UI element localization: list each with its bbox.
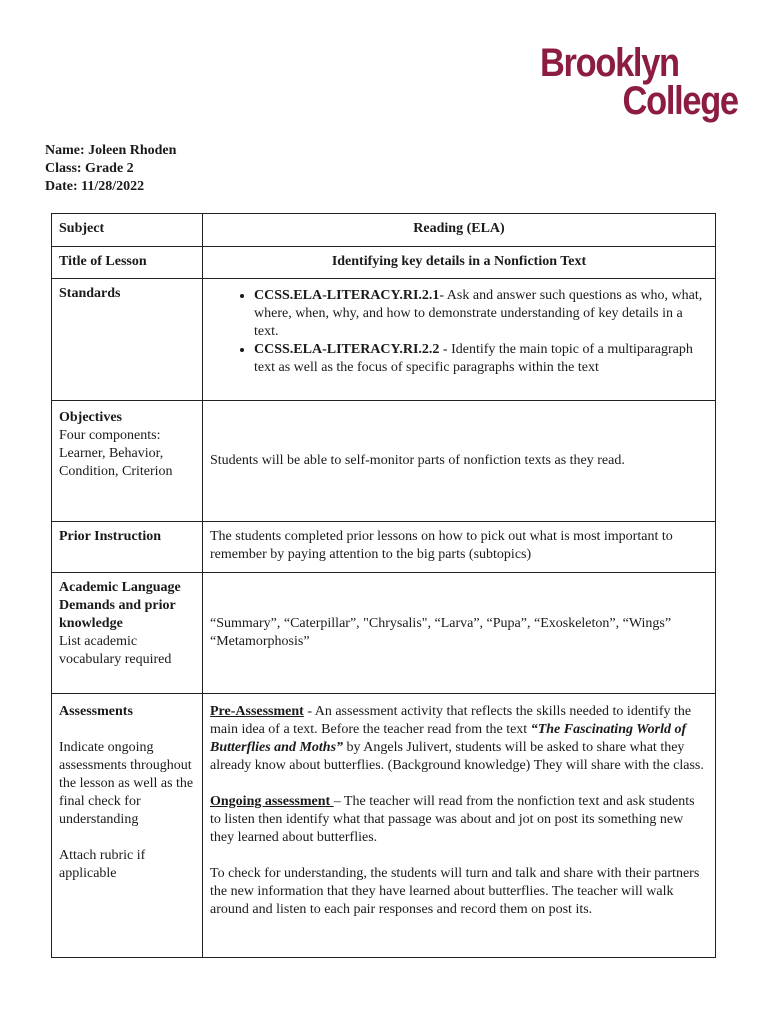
academic-sub: List academic vocabulary required: [59, 634, 172, 667]
row-assessments: [52, 694, 716, 958]
row-academic-language: [52, 573, 716, 694]
pre-assessment-text-1: - An assessment activity that reflects the skills needed to identify the main idea of a text. Before the teacher read from the text: [210, 704, 692, 737]
assessments-label: Assessments: [59, 704, 133, 719]
objectives-label: Objectives: [59, 410, 122, 425]
ongoing-assessment-label: Ongoing assessment: [210, 794, 334, 809]
row-title: [52, 247, 716, 279]
assessments-sub-1: Indicate ongoing assessments throughout the lesson as well as the final check for understanding: [59, 740, 194, 827]
title-value: Identifying key details in a Nonfiction Text: [203, 247, 716, 279]
standard-code: CCSS.ELA-LITERACY.RI.2.2: [254, 342, 440, 357]
row-subject: [52, 214, 716, 247]
academic-cell: [52, 573, 203, 694]
assessments-sub-2: Attach rubric if applicable: [59, 848, 146, 881]
pre-assessment-paragraph: [210, 703, 708, 775]
standard-text: - Ask and answer such questions as who, what, where, when, why, and how to demonstrate understanding of key details in a text.: [254, 288, 703, 339]
ongoing-assessment-paragraph: [210, 793, 708, 847]
class-grade: Class: Grade 2: [45, 161, 134, 176]
objectives-cell: [52, 401, 203, 522]
row-objectives: [52, 401, 716, 522]
objectives-value: Students will be able to self-monitor parts of nonfiction texts as they read.: [203, 401, 716, 522]
assessments-cell: [52, 694, 203, 958]
academic-value: [203, 573, 716, 694]
student-name: Name: Joleen Rhoden: [45, 143, 177, 158]
pre-assessment-label: Pre-Assessment: [210, 704, 304, 719]
prior-value: The students completed prior lessons on how to pick out what is most important to remember by paying attention to the big parts (subtopics): [203, 522, 716, 573]
standards-list: [210, 287, 708, 377]
row-prior-instruction: [52, 522, 716, 573]
book-title: “The Fascinating World of Butterflies and Moths”: [210, 722, 687, 755]
prior-label: Prior Instruction: [52, 522, 203, 573]
standards-label: Standards: [52, 279, 203, 401]
subject-label: Subject: [52, 214, 203, 247]
standard-code: CCSS.ELA-LITERACY.RI.2.1: [254, 288, 440, 303]
academic-vocabulary: “Summary”, “Caterpillar”, "Chrysalis", “Larva”, “Pupa”, “Exoskeleton”, “Wings” “Metamorphosis”: [210, 616, 672, 649]
academic-label: Academic Language Demands and prior knowledge: [59, 580, 181, 631]
assessments-value: [203, 694, 716, 958]
standard-text: - Identify the main topic of a multiparagraph text as well as the focus of specific paragraphs within the text: [254, 342, 693, 375]
standards-value: [203, 279, 716, 401]
standard-item: [254, 287, 708, 341]
logo-line-1: Brooklyn: [540, 41, 679, 85]
document-header: [45, 142, 176, 196]
lesson-date: Date: 11/28/2022: [45, 179, 145, 194]
objectives-sub: Four components: Learner, Behavior, Condition, Criterion: [59, 428, 173, 479]
subject-value: Reading (ELA): [203, 214, 716, 247]
check-understanding-paragraph: To check for understanding, the students will turn and talk and share with their partners the new information that they have learned about butterflies. The teacher will walk around and listen to each pair responses and record them on post its.: [210, 866, 700, 917]
lesson-plan-table: [51, 213, 716, 958]
title-label: Title of Lesson: [52, 247, 203, 279]
standard-item: [254, 341, 708, 377]
row-standards: [52, 279, 716, 401]
pre-assessment-text-2: by Angels Julivert, students will be asked to share what they already know about butterflies. (Background knowledge) They will share with the class.: [210, 740, 704, 773]
logo-line-2: College: [622, 79, 738, 123]
brooklyn-college-logo: [540, 41, 738, 123]
ongoing-assessment-text: – The teacher will read from the nonfiction text and ask students to listen then identify what that passage was about and jot on post its something new they learned about butterflies.: [210, 794, 695, 845]
